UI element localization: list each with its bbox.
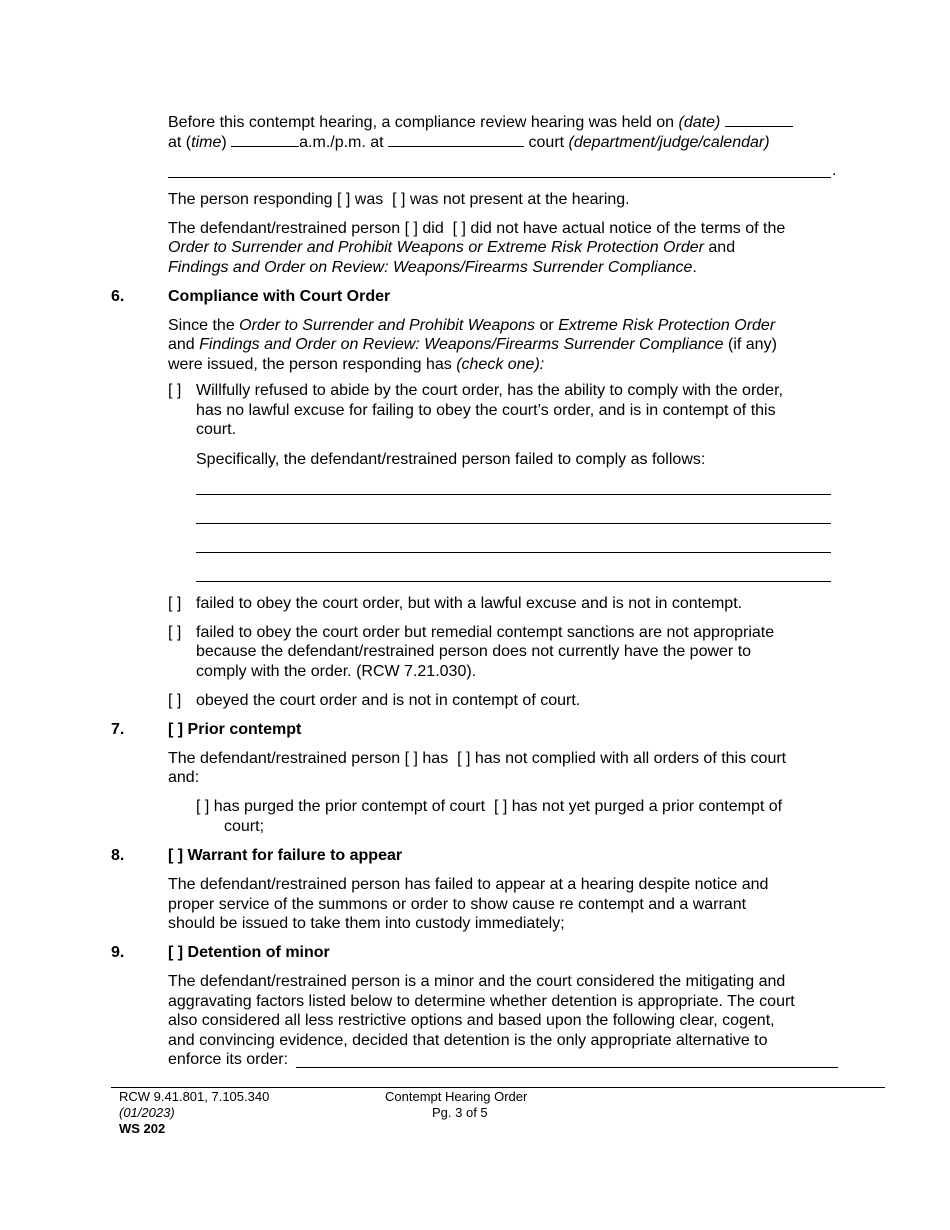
presence-was-checkbox[interactable]: [ ] was bbox=[337, 191, 384, 208]
section-9-number: 9. bbox=[111, 944, 125, 961]
s8-text-1: The defendant/restrained person has failed to appear at a hearing despite notice and bbox=[168, 876, 769, 893]
notice-did-checkbox[interactable]: [ ] did bbox=[404, 220, 444, 237]
s6-line-3 bbox=[168, 355, 544, 375]
obeyed-checkbox[interactable]: [ ] bbox=[168, 692, 182, 709]
date-label: (date) bbox=[678, 114, 721, 131]
s6-or: or bbox=[539, 317, 554, 334]
court-field[interactable] bbox=[388, 132, 524, 147]
time-field[interactable] bbox=[231, 132, 299, 147]
s9-text-1: The defendant/restrained person is a minor and the court considered the mitigating and bbox=[168, 973, 786, 990]
no-sanctions-text-3: comply with the order. (RCW 7.21.030). bbox=[196, 663, 477, 680]
specifics-line-4[interactable] bbox=[196, 581, 831, 582]
notice-line-3 bbox=[168, 258, 697, 278]
footer-date: (01/2023) bbox=[119, 1105, 175, 1120]
s6-and: and bbox=[168, 336, 195, 353]
willful-refusal-text-2: has no lawful excuse for failing to obey the court’s order, and is in contempt of this bbox=[196, 402, 776, 419]
obeyed-text: obeyed the court order and is not in contempt of court. bbox=[196, 692, 581, 709]
footer-rcw: RCW 9.41.801, 7.105.340 bbox=[119, 1089, 270, 1104]
footer-rule bbox=[111, 1087, 885, 1088]
presence-was-not-checkbox[interactable]: [ ] was not present at the hearing. bbox=[392, 191, 630, 208]
notice-line-1 bbox=[168, 219, 785, 239]
footer-page-number: Pg. 3 of 5 bbox=[432, 1105, 488, 1120]
s6-order2: Extreme Risk Protection Order bbox=[558, 317, 776, 334]
no-sanctions-text-2: because the defendant/restrained person does not currently have the power to bbox=[196, 643, 752, 660]
s6-since: Since the bbox=[168, 317, 235, 334]
dept-label: (department/judge/calendar) bbox=[568, 134, 770, 151]
no-sanctions-checkbox[interactable]: [ ] bbox=[168, 624, 182, 641]
willful-refusal-text-3: court. bbox=[196, 421, 237, 438]
time-label: time bbox=[191, 134, 222, 151]
at-text: at ( bbox=[168, 134, 192, 151]
notice-order2: Findings and Order on Review: Weapons/Firearms Surrender Compliance bbox=[168, 259, 693, 276]
lawful-excuse-checkbox[interactable]: [ ] bbox=[168, 595, 182, 612]
s6-line-1 bbox=[168, 316, 775, 336]
dept-period: . bbox=[832, 162, 837, 179]
intro-text: Before this contempt hearing, a compliance review hearing was held on bbox=[168, 114, 675, 131]
s6-order3: Findings and Order on Review: Weapons/Firearms Surrender Compliance bbox=[199, 336, 724, 353]
s9-text-2: aggravating factors listed below to determine whether detention is appropriate. The court bbox=[168, 993, 795, 1010]
s7-line-1 bbox=[168, 749, 786, 769]
s6-ifany: (if any) bbox=[728, 336, 777, 353]
detention-checkbox[interactable]: [ ] Detention of minor bbox=[168, 944, 330, 961]
date-field[interactable] bbox=[725, 112, 793, 127]
s7-court: court; bbox=[224, 818, 265, 835]
s6-issued: were issued, the person responding has bbox=[168, 356, 452, 373]
notice-order1: Order to Surrender and Prohibit Weapons or Extreme Risk Protection Order bbox=[168, 239, 704, 256]
presence-text: The person responding bbox=[168, 191, 333, 208]
prior-contempt-checkbox[interactable]: [ ] Prior contempt bbox=[168, 721, 302, 738]
s7-purge-line bbox=[196, 797, 782, 817]
specifics-line-2[interactable] bbox=[196, 523, 831, 524]
specifically-text: Specifically, the defendant/restrained person failed to comply as follows: bbox=[196, 451, 706, 468]
notice-text: The defendant/restrained person bbox=[168, 220, 401, 237]
s9-text-5: enforce its order: bbox=[168, 1051, 289, 1068]
notice-line-2 bbox=[168, 238, 735, 258]
notice-did-not-checkbox[interactable]: [ ] did not have actual notice of the terms of the bbox=[452, 220, 786, 237]
section-6-number: 6. bbox=[111, 288, 125, 305]
notice-period: . bbox=[692, 259, 697, 276]
s8-text-3: should be issued to take them into custody immediately; bbox=[168, 915, 565, 932]
section-6-title: Compliance with Court Order bbox=[168, 288, 391, 305]
section-8-number: 8. bbox=[111, 847, 125, 864]
s9-text-3: also considered all less restrictive options and based upon the following clear, cogent, bbox=[168, 1012, 775, 1029]
s8-text-2: proper service of the summons or order to show cause re contempt and a warrant bbox=[168, 896, 747, 913]
s9-text-4: and convincing evidence, decided that detention is the only appropriate alternative to bbox=[168, 1032, 768, 1049]
no-sanctions-text-1: failed to obey the court order but remedial contempt sanctions are not appropriate bbox=[196, 624, 775, 641]
warrant-checkbox[interactable]: [ ] Warrant for failure to appear bbox=[168, 847, 403, 864]
s7-has-not-checkbox[interactable]: [ ] has not complied with all orders of this court bbox=[457, 750, 787, 767]
s7-and: and: bbox=[168, 769, 200, 786]
presence-line bbox=[168, 190, 630, 210]
s6-check-one: (check one): bbox=[456, 356, 545, 373]
willful-refusal-checkbox[interactable]: [ ] bbox=[168, 382, 182, 399]
s6-order1: Order to Surrender and Prohibit Weapons bbox=[239, 317, 536, 334]
not-purged-checkbox[interactable]: [ ] has not yet purged a prior contempt of bbox=[493, 798, 783, 815]
lawful-excuse-text: failed to obey the court order, but with a lawful excuse and is not in contempt. bbox=[196, 595, 743, 612]
s7-has-checkbox[interactable]: [ ] has bbox=[404, 750, 449, 767]
s7-text: The defendant/restrained person bbox=[168, 750, 401, 767]
section-7-number: 7. bbox=[111, 721, 125, 738]
dept-field[interactable] bbox=[168, 177, 831, 178]
willful-refusal-text-1: Willfully refused to abide by the court order, has the ability to comply with the order, bbox=[196, 382, 783, 399]
footer-title: Contempt Hearing Order bbox=[385, 1089, 528, 1104]
paren-close: ) bbox=[221, 134, 227, 151]
notice-and: and bbox=[708, 239, 736, 256]
footer-form-number: WS 202 bbox=[119, 1121, 166, 1136]
intro-line-1 bbox=[168, 112, 793, 133]
court-text: court bbox=[528, 134, 565, 151]
ampm-text: a.m./p.m. at bbox=[299, 134, 384, 151]
s6-line-2 bbox=[168, 335, 777, 355]
purged-checkbox[interactable]: [ ] has purged the prior contempt of court bbox=[196, 798, 486, 815]
specifics-line-3[interactable] bbox=[196, 552, 831, 553]
intro-line-2 bbox=[168, 132, 770, 153]
evidence-field[interactable] bbox=[296, 1067, 838, 1068]
specifics-line-1[interactable] bbox=[196, 494, 831, 495]
